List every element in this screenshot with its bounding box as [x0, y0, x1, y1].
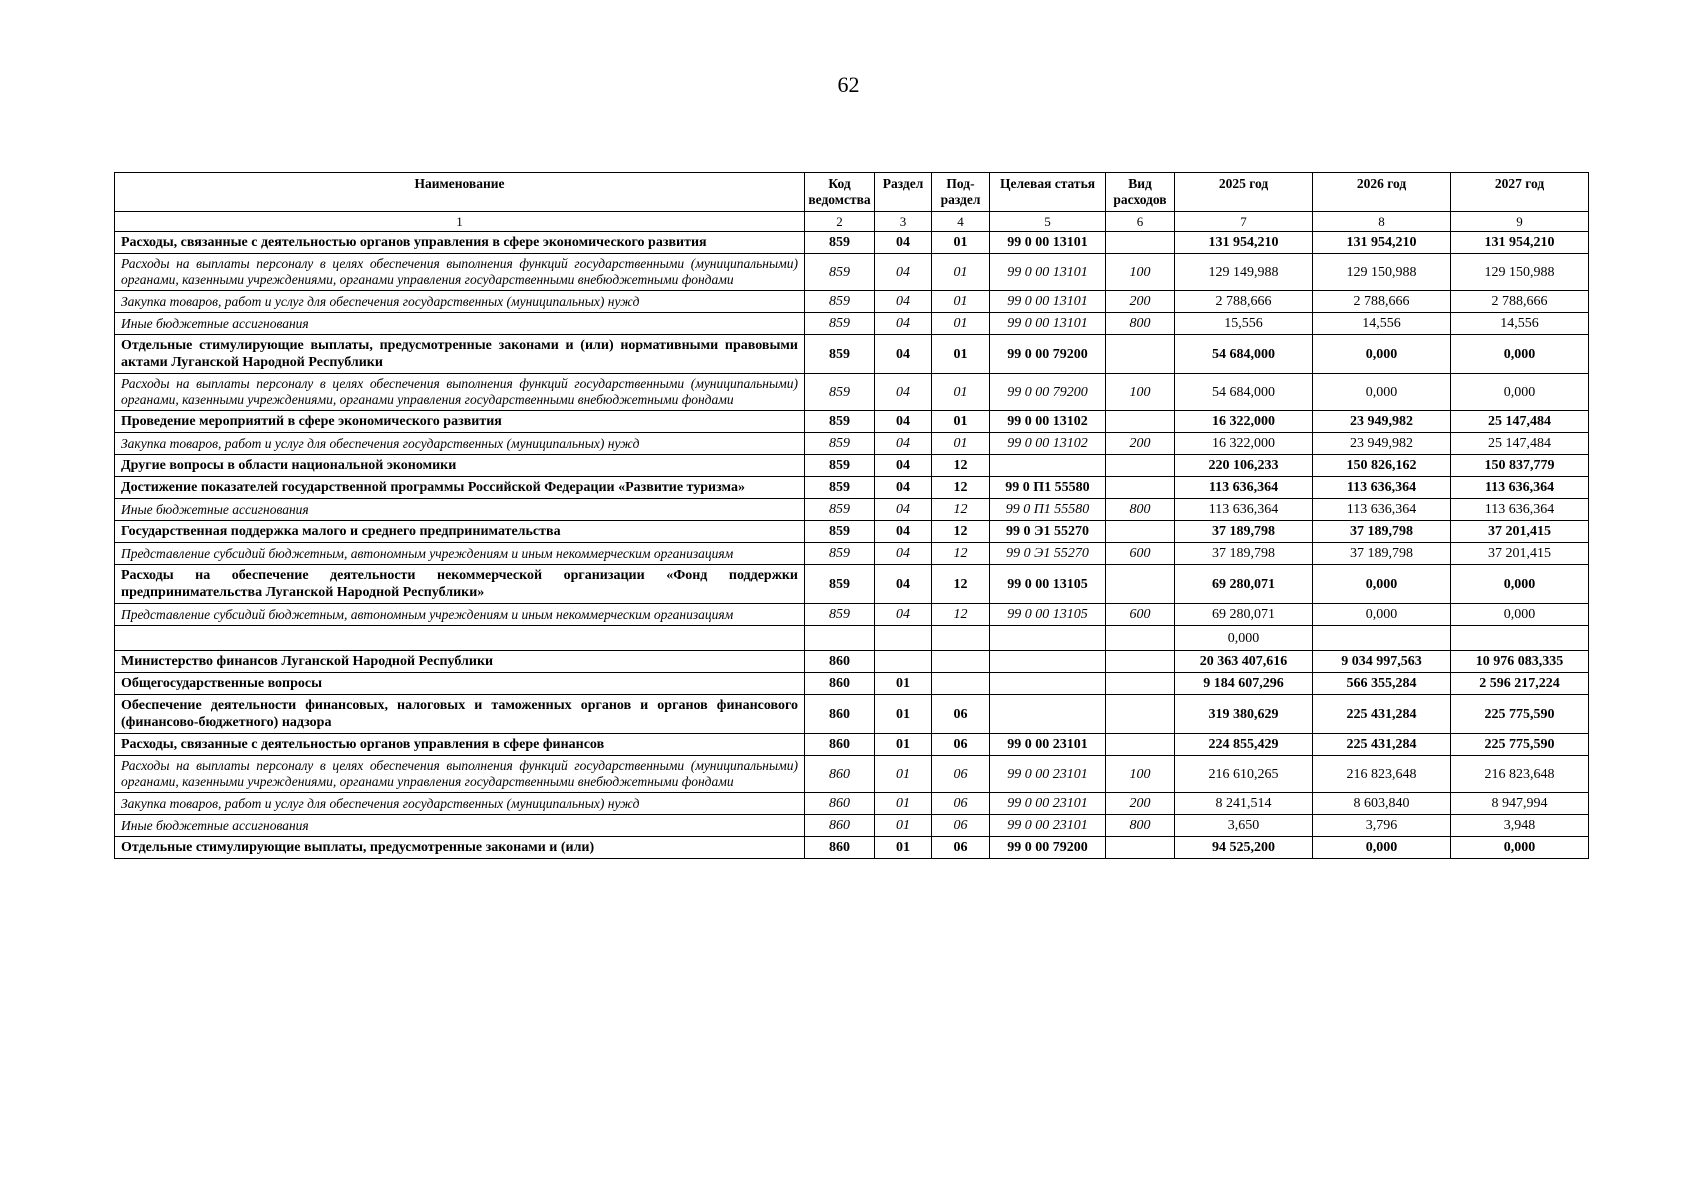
- section: 01: [875, 734, 932, 756]
- expense-type: 100: [1106, 374, 1175, 411]
- amount-2025: 69 280,071: [1175, 565, 1313, 604]
- target-article: [990, 626, 1106, 651]
- section: 04: [875, 313, 932, 335]
- amount-2026: 3,796: [1313, 815, 1451, 837]
- column-number: 8: [1313, 212, 1451, 232]
- column-header-2026: 2026 год: [1313, 173, 1451, 212]
- target-article: 99 0 00 13105: [990, 604, 1106, 626]
- table-row: [115, 837, 1589, 859]
- expense-type: [1106, 626, 1175, 651]
- subsection: 12: [932, 455, 990, 477]
- row-name: Расходы на выплаты персоналу в целях обеспечения выполнения функций государственными (муниципальными) органами, казенными учреждениями, органами управления государственными внебюджетными фондами: [115, 254, 805, 291]
- target-article: [990, 455, 1106, 477]
- target-article: 99 0 Э1 55270: [990, 521, 1106, 543]
- amount-2025: 129 149,988: [1175, 254, 1313, 291]
- subsection: 12: [932, 521, 990, 543]
- amount-2026: 0,000: [1313, 374, 1451, 411]
- dept-code: 860: [805, 815, 875, 837]
- amount-2025: 16 322,000: [1175, 411, 1313, 433]
- amount-2027: 8 947,994: [1451, 793, 1589, 815]
- amount-2025: 8 241,514: [1175, 793, 1313, 815]
- amount-2027: 113 636,364: [1451, 477, 1589, 499]
- column-number-row: [115, 212, 1589, 232]
- page-number: 62: [837, 72, 860, 97]
- row-name: Иные бюджетные ассигнования: [115, 815, 805, 837]
- section: 04: [875, 335, 932, 374]
- section: 04: [875, 521, 932, 543]
- expense-type: [1106, 695, 1175, 734]
- subsection: 01: [932, 291, 990, 313]
- target-article: 99 0 00 23101: [990, 815, 1106, 837]
- row-name: Проведение мероприятий в сфере экономического развития: [115, 411, 805, 433]
- row-name: Закупка товаров, работ и услуг для обеспечения государственных (муниципальных) нужд: [115, 291, 805, 313]
- row-name: Достижение показателей государственной программы Российской Федерации «Развитие туризма»: [115, 477, 805, 499]
- expense-type: 200: [1106, 793, 1175, 815]
- amount-2027: 2 788,666: [1451, 291, 1589, 313]
- expense-type: [1106, 477, 1175, 499]
- row-name: Обеспечение деятельности финансовых, налоговых и таможенных органов и органов финансового (финансово-бюджетного) надзора: [115, 695, 805, 734]
- amount-2025: 37 189,798: [1175, 521, 1313, 543]
- expense-type: 200: [1106, 433, 1175, 455]
- section: 04: [875, 477, 932, 499]
- subsection: 12: [932, 565, 990, 604]
- expense-type: [1106, 565, 1175, 604]
- amount-2027: 225 775,590: [1451, 734, 1589, 756]
- amount-2025: 54 684,000: [1175, 335, 1313, 374]
- amount-2027: 0,000: [1451, 565, 1589, 604]
- amount-2027: 37 201,415: [1451, 521, 1589, 543]
- amount-2025: 131 954,210: [1175, 232, 1313, 254]
- row-name: Представление субсидий бюджетным, автономным учреждениям и иным некоммерческим организациям: [115, 604, 805, 626]
- dept-code: 859: [805, 254, 875, 291]
- section: 04: [875, 604, 932, 626]
- amount-2026: 0,000: [1313, 565, 1451, 604]
- amount-2026: 129 150,988: [1313, 254, 1451, 291]
- amount-2026: 23 949,982: [1313, 433, 1451, 455]
- expense-type: [1106, 335, 1175, 374]
- subsection: 01: [932, 254, 990, 291]
- amount-2027: 0,000: [1451, 374, 1589, 411]
- amount-2025: 2 788,666: [1175, 291, 1313, 313]
- target-article: 99 0 00 23101: [990, 793, 1106, 815]
- table-row: [115, 651, 1589, 673]
- subsection: 12: [932, 499, 990, 521]
- section: 04: [875, 291, 932, 313]
- amount-2025: 37 189,798: [1175, 543, 1313, 565]
- row-name: Иные бюджетные ассигнования: [115, 499, 805, 521]
- dept-code: 859: [805, 313, 875, 335]
- subsection: 06: [932, 793, 990, 815]
- column-header-section: Раздел: [875, 173, 932, 212]
- row-name: Общегосударственные вопросы: [115, 673, 805, 695]
- subsection: 01: [932, 374, 990, 411]
- target-article: 99 0 00 79200: [990, 335, 1106, 374]
- column-number: 6: [1106, 212, 1175, 232]
- expense-type: [1106, 734, 1175, 756]
- table-body: [115, 232, 1589, 859]
- target-article: 99 0 00 79200: [990, 837, 1106, 859]
- table-row: [115, 335, 1589, 374]
- table-row: [115, 232, 1589, 254]
- dept-code: 860: [805, 756, 875, 793]
- dept-code: 860: [805, 673, 875, 695]
- row-name: Другие вопросы в области национальной экономики: [115, 455, 805, 477]
- column-number: 7: [1175, 212, 1313, 232]
- subsection: 06: [932, 695, 990, 734]
- amount-2026: 14,556: [1313, 313, 1451, 335]
- column-number: 4: [932, 212, 990, 232]
- subsection: [932, 651, 990, 673]
- amount-2027: [1451, 626, 1589, 651]
- dept-code: 859: [805, 499, 875, 521]
- column-number: 5: [990, 212, 1106, 232]
- dept-code: 859: [805, 433, 875, 455]
- target-article: 99 0 00 23101: [990, 734, 1106, 756]
- section: 01: [875, 756, 932, 793]
- target-article: [990, 651, 1106, 673]
- expense-type: [1106, 651, 1175, 673]
- amount-2025: 94 525,200: [1175, 837, 1313, 859]
- amount-2026: 23 949,982: [1313, 411, 1451, 433]
- expense-type: 800: [1106, 499, 1175, 521]
- target-article: 99 0 00 13102: [990, 411, 1106, 433]
- target-article: 99 0 00 79200: [990, 374, 1106, 411]
- section: 01: [875, 837, 932, 859]
- table-row: [115, 433, 1589, 455]
- target-article: 99 0 Э1 55270: [990, 543, 1106, 565]
- section: 04: [875, 254, 932, 291]
- amount-2027: 2 596 217,224: [1451, 673, 1589, 695]
- subsection: 12: [932, 604, 990, 626]
- table-row: [115, 313, 1589, 335]
- amount-2025: 3,650: [1175, 815, 1313, 837]
- subsection: 12: [932, 543, 990, 565]
- amount-2027: 14,556: [1451, 313, 1589, 335]
- amount-2026: 9 034 997,563: [1313, 651, 1451, 673]
- subsection: 06: [932, 815, 990, 837]
- column-header-2027: 2027 год: [1451, 173, 1589, 212]
- amount-2027: 225 775,590: [1451, 695, 1589, 734]
- amount-2027: 131 954,210: [1451, 232, 1589, 254]
- column-header-name: Наименование: [115, 173, 805, 212]
- subsection: 01: [932, 335, 990, 374]
- expense-type: [1106, 837, 1175, 859]
- amount-2026: 0,000: [1313, 604, 1451, 626]
- section: 01: [875, 815, 932, 837]
- amount-2026: 37 189,798: [1313, 521, 1451, 543]
- amount-2026: 131 954,210: [1313, 232, 1451, 254]
- row-name: Иные бюджетные ассигнования: [115, 313, 805, 335]
- table-row: [115, 411, 1589, 433]
- dept-code: 859: [805, 477, 875, 499]
- subsection: 06: [932, 837, 990, 859]
- column-header-target-article: Целевая статья: [990, 173, 1106, 212]
- target-article: 99 0 00 23101: [990, 756, 1106, 793]
- expense-type: 600: [1106, 543, 1175, 565]
- table-row: [115, 374, 1589, 411]
- expense-type: 600: [1106, 604, 1175, 626]
- amount-2026: 0,000: [1313, 837, 1451, 859]
- amount-2027: 216 823,648: [1451, 756, 1589, 793]
- column-header-2025: 2025 год: [1175, 173, 1313, 212]
- section: 04: [875, 433, 932, 455]
- amount-2026: 225 431,284: [1313, 695, 1451, 734]
- budget-table: [114, 172, 1589, 859]
- amount-2027: 37 201,415: [1451, 543, 1589, 565]
- section: 04: [875, 565, 932, 604]
- table-row: [115, 291, 1589, 313]
- subsection: 01: [932, 313, 990, 335]
- section: 04: [875, 499, 932, 521]
- target-article: 99 0 00 13101: [990, 313, 1106, 335]
- table-row: [115, 604, 1589, 626]
- table-row: [115, 565, 1589, 604]
- target-article: 99 0 00 13105: [990, 565, 1106, 604]
- table-row: [115, 734, 1589, 756]
- amount-2025: 15,556: [1175, 313, 1313, 335]
- row-name: Расходы на выплаты персоналу в целях обеспечения выполнения функций государственными (муниципальными) органами, казенными учреждениями, органами управления государственными внебюджетными фондами: [115, 756, 805, 793]
- dept-code: 859: [805, 604, 875, 626]
- target-article: 99 0 П1 55580: [990, 499, 1106, 521]
- row-name: Министерство финансов Луганской Народной Республики: [115, 651, 805, 673]
- amount-2025: 9 184 607,296: [1175, 673, 1313, 695]
- dept-code: 859: [805, 521, 875, 543]
- amount-2027: 0,000: [1451, 837, 1589, 859]
- amount-2026: 37 189,798: [1313, 543, 1451, 565]
- amount-2025: 220 106,233: [1175, 455, 1313, 477]
- expense-type: [1106, 411, 1175, 433]
- amount-2026: 2 788,666: [1313, 291, 1451, 313]
- target-article: 99 0 00 13102: [990, 433, 1106, 455]
- amount-2027: 0,000: [1451, 604, 1589, 626]
- dept-code: 859: [805, 335, 875, 374]
- amount-2025: 0,000: [1175, 626, 1313, 651]
- amount-2025: 113 636,364: [1175, 477, 1313, 499]
- expense-type: [1106, 455, 1175, 477]
- row-name: Отдельные стимулирующие выплаты, предусмотренные законами и (или) нормативными правовыми актами Луганской Народной Республики: [115, 335, 805, 374]
- table-row: [115, 455, 1589, 477]
- amount-2025: 319 380,629: [1175, 695, 1313, 734]
- subsection: 06: [932, 734, 990, 756]
- amount-2026: 8 603,840: [1313, 793, 1451, 815]
- expense-type: [1106, 673, 1175, 695]
- row-name: Расходы на обеспечение деятельности некоммерческой организации «Фонд поддержки предпринимательства Луганской Народной Республики»: [115, 565, 805, 604]
- row-name: Расходы, связанные с деятельностью органов управления в сфере финансов: [115, 734, 805, 756]
- row-name: Закупка товаров, работ и услуг для обеспечения государственных (муниципальных) нужд: [115, 433, 805, 455]
- column-number: 3: [875, 212, 932, 232]
- dept-code: 860: [805, 734, 875, 756]
- column-number: 2: [805, 212, 875, 232]
- amount-2027: 113 636,364: [1451, 499, 1589, 521]
- subsection: [932, 626, 990, 651]
- dept-code: 860: [805, 695, 875, 734]
- section: 04: [875, 543, 932, 565]
- expense-type: 800: [1106, 815, 1175, 837]
- subsection: 12: [932, 477, 990, 499]
- target-article: 99 0 00 13101: [990, 291, 1106, 313]
- table-row: [115, 254, 1589, 291]
- dept-code: 859: [805, 374, 875, 411]
- amount-2027: 3,948: [1451, 815, 1589, 837]
- amount-2027: 150 837,779: [1451, 455, 1589, 477]
- dept-code: 859: [805, 565, 875, 604]
- subsection: 06: [932, 756, 990, 793]
- subsection: 01: [932, 232, 990, 254]
- dept-code: 860: [805, 837, 875, 859]
- row-name: [115, 626, 805, 651]
- expense-type: 100: [1106, 756, 1175, 793]
- amount-2027: 25 147,484: [1451, 411, 1589, 433]
- column-header-subsection: Под-раздел: [932, 173, 990, 212]
- column-number: 1: [115, 212, 805, 232]
- section: 04: [875, 374, 932, 411]
- dept-code: 859: [805, 291, 875, 313]
- subsection: 01: [932, 433, 990, 455]
- row-name: Закупка товаров, работ и услуг для обеспечения государственных (муниципальных) нужд: [115, 793, 805, 815]
- amount-2026: 0,000: [1313, 335, 1451, 374]
- row-name: Государственная поддержка малого и среднего предпринимательства: [115, 521, 805, 543]
- table-row: [115, 477, 1589, 499]
- dept-code: 859: [805, 543, 875, 565]
- target-article: [990, 673, 1106, 695]
- row-name: Отдельные стимулирующие выплаты, предусмотренные законами и (или): [115, 837, 805, 859]
- header-row: [115, 173, 1589, 212]
- expense-type: 100: [1106, 254, 1175, 291]
- table-row: [115, 521, 1589, 543]
- column-header-dept-code: Код ведомства: [805, 173, 875, 212]
- subsection: [932, 673, 990, 695]
- section: 04: [875, 411, 932, 433]
- amount-2026: 150 826,162: [1313, 455, 1451, 477]
- table-row: [115, 756, 1589, 793]
- amount-2025: 20 363 407,616: [1175, 651, 1313, 673]
- table-row: [115, 815, 1589, 837]
- amount-2026: 113 636,364: [1313, 477, 1451, 499]
- table-row: [115, 499, 1589, 521]
- row-name: Расходы, связанные с деятельностью органов управления в сфере экономического развития: [115, 232, 805, 254]
- section: [875, 626, 932, 651]
- dept-code: [805, 626, 875, 651]
- table-row: [115, 793, 1589, 815]
- table-row: [115, 543, 1589, 565]
- column-header-expense-type: Вид расходов: [1106, 173, 1175, 212]
- subsection: 01: [932, 411, 990, 433]
- section: [875, 651, 932, 673]
- amount-2026: 113 636,364: [1313, 499, 1451, 521]
- row-name: Расходы на выплаты персоналу в целях обеспечения выполнения функций государственными (муниципальными) органами, казенными учреждениями, органами управления государственными внебюджетными фондами: [115, 374, 805, 411]
- dept-code: 859: [805, 411, 875, 433]
- amount-2027: 0,000: [1451, 335, 1589, 374]
- table-row: [115, 695, 1589, 734]
- amount-2026: 225 431,284: [1313, 734, 1451, 756]
- amount-2025: 69 280,071: [1175, 604, 1313, 626]
- target-article: 99 0 П1 55580: [990, 477, 1106, 499]
- section: 04: [875, 232, 932, 254]
- section: 01: [875, 695, 932, 734]
- section: 04: [875, 455, 932, 477]
- amount-2025: 224 855,429: [1175, 734, 1313, 756]
- target-article: [990, 695, 1106, 734]
- amount-2026: [1313, 626, 1451, 651]
- amount-2027: 25 147,484: [1451, 433, 1589, 455]
- expense-type: 200: [1106, 291, 1175, 313]
- table-row: [115, 626, 1589, 651]
- dept-code: 860: [805, 793, 875, 815]
- amount-2027: 129 150,988: [1451, 254, 1589, 291]
- dept-code: 859: [805, 455, 875, 477]
- expense-type: [1106, 521, 1175, 543]
- expense-type: [1106, 232, 1175, 254]
- row-name: Представление субсидий бюджетным, автономным учреждениям и иным некоммерческим организациям: [115, 543, 805, 565]
- amount-2025: 113 636,364: [1175, 499, 1313, 521]
- column-number: 9: [1451, 212, 1589, 232]
- amount-2026: 566 355,284: [1313, 673, 1451, 695]
- dept-code: 859: [805, 232, 875, 254]
- table-row: [115, 673, 1589, 695]
- amount-2025: 216 610,265: [1175, 756, 1313, 793]
- amount-2025: 54 684,000: [1175, 374, 1313, 411]
- section: 01: [875, 793, 932, 815]
- expense-type: 800: [1106, 313, 1175, 335]
- amount-2027: 10 976 083,335: [1451, 651, 1589, 673]
- amount-2026: 216 823,648: [1313, 756, 1451, 793]
- section: 01: [875, 673, 932, 695]
- target-article: 99 0 00 13101: [990, 254, 1106, 291]
- target-article: 99 0 00 13101: [990, 232, 1106, 254]
- amount-2025: 16 322,000: [1175, 433, 1313, 455]
- dept-code: 860: [805, 651, 875, 673]
